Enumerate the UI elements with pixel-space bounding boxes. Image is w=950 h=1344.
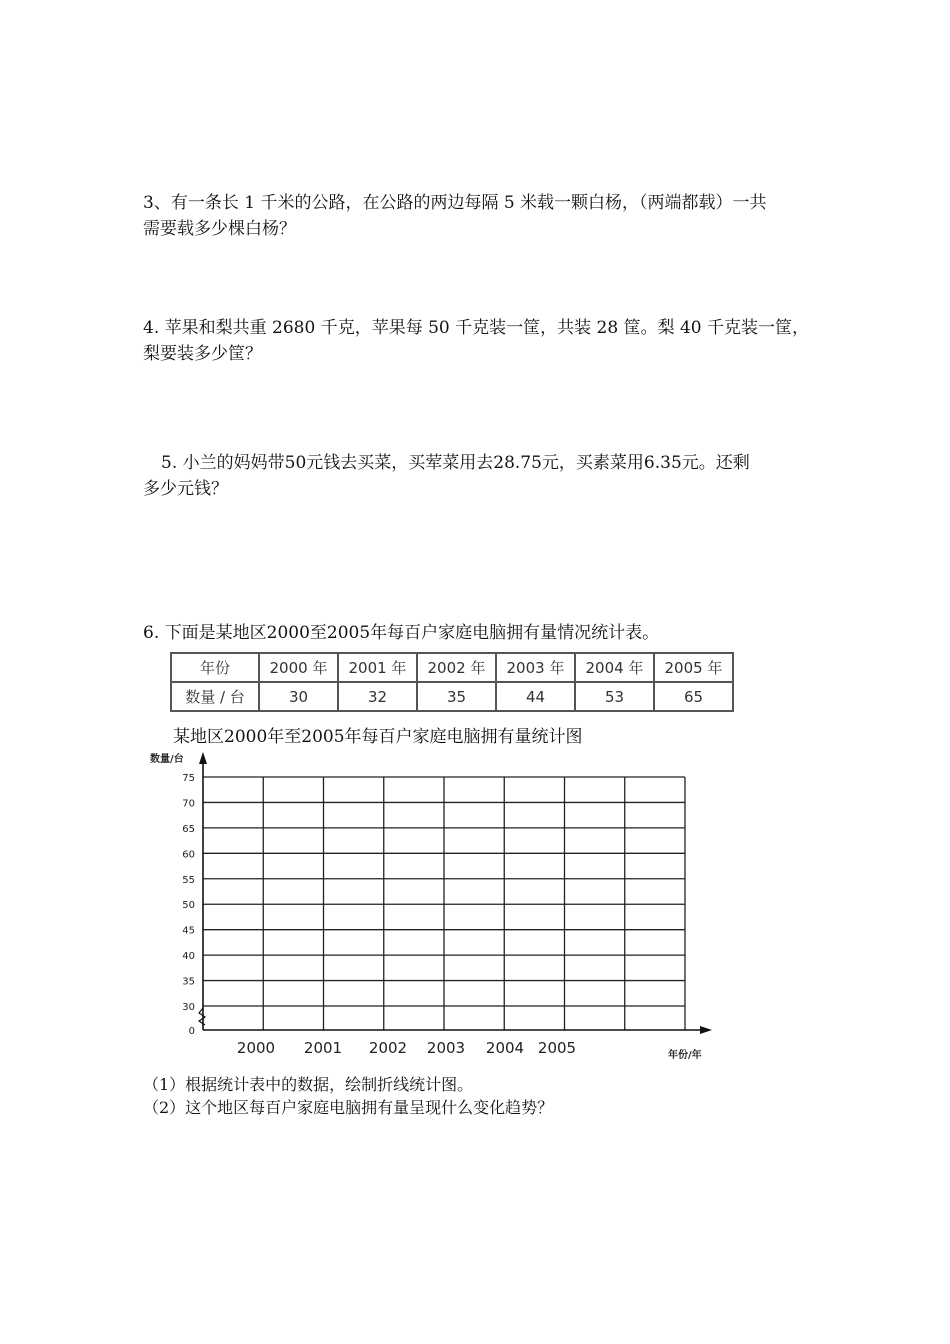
table-cell-value: 53 bbox=[575, 682, 654, 711]
table-cell-value: 65 bbox=[654, 682, 733, 711]
table-header-year: 年份 bbox=[171, 653, 259, 682]
table-cell-value: 35 bbox=[417, 682, 496, 711]
y-tick-label: 40 bbox=[182, 951, 195, 963]
y-tick-label: 55 bbox=[182, 874, 195, 886]
x-tick-label: 2002 bbox=[368, 1039, 408, 1057]
x-tick-label: 2001 bbox=[303, 1039, 343, 1057]
y-tick-label: 45 bbox=[182, 925, 195, 937]
table-cell-year: 2003 年 bbox=[496, 653, 575, 682]
y-tick-label: 0 bbox=[188, 1026, 195, 1037]
question-4-line-2: 梨要装多少筐？ bbox=[143, 344, 262, 364]
y-tick-label: 60 bbox=[182, 849, 195, 861]
y-tick-label: 50 bbox=[182, 900, 195, 912]
axis-break-mark bbox=[199, 1008, 205, 1025]
table-header-quantity: 数量 / 台 bbox=[171, 682, 259, 711]
table-cell-year: 2001 年 bbox=[338, 653, 417, 682]
table-cell-year: 2005 年 bbox=[654, 653, 733, 682]
chart-title: 某地区2000年至2005年每百户家庭电脑拥有量统计图 bbox=[173, 727, 583, 747]
question-5-line-2: 多少元钱？ bbox=[143, 479, 228, 499]
question-5-line-1: 5. 小兰的妈妈带50元钱去买菜，买荤菜用去28.75元，买素菜用6.35元。还剩 bbox=[161, 453, 750, 473]
y-axis-title: 数量/台 bbox=[150, 754, 184, 765]
x-tick-label: 2005 bbox=[537, 1039, 577, 1057]
x-tick-label: 2004 bbox=[485, 1039, 525, 1057]
table-cell-value: 44 bbox=[496, 682, 575, 711]
table-cell-value: 32 bbox=[338, 682, 417, 711]
subquestion-2: （2）这个地区每百户家庭电脑拥有量呈现什么变化趋势？ bbox=[143, 1098, 554, 1117]
subquestion-1: （1）根据统计表中的数据，绘制折线统计图。 bbox=[143, 1075, 474, 1094]
question-6-text: 6. 下面是某地区2000至2005年每百户家庭电脑拥有量情况统计表。 bbox=[143, 623, 660, 643]
y-tick-label: 35 bbox=[182, 976, 195, 988]
table-cell-value: 30 bbox=[259, 682, 338, 711]
table-cell-year: 2002 年 bbox=[417, 653, 496, 682]
x-axis-title: 年份/年 bbox=[668, 1050, 702, 1061]
y-tick-label: 70 bbox=[182, 798, 195, 810]
y-tick-label: 75 bbox=[182, 773, 195, 784]
question-3-line-1: 3、有一条长 1 千米的公路，在公路的两边每隔 5 米载一颗白杨，（两端都载）一共 bbox=[143, 193, 767, 213]
question-4-line-1: 4. 苹果和梨共重 2680 千克，苹果每 50 千克装一筐，共装 28 筐。梨 40 千克装一筐， bbox=[143, 318, 810, 338]
table-cell-year: 2004 年 bbox=[575, 653, 654, 682]
question-3-line-2: 需要载多少棵白杨？ bbox=[143, 219, 296, 239]
x-tick-label: 2000 bbox=[236, 1039, 276, 1057]
y-tick-label: 30 bbox=[182, 1002, 195, 1013]
table-cell-year: 2000 年 bbox=[259, 653, 338, 682]
x-axis-arrow bbox=[700, 1026, 712, 1034]
y-axis-arrow bbox=[199, 752, 207, 764]
y-tick-label: 65 bbox=[182, 823, 195, 835]
x-tick-label: 2003 bbox=[426, 1039, 466, 1057]
